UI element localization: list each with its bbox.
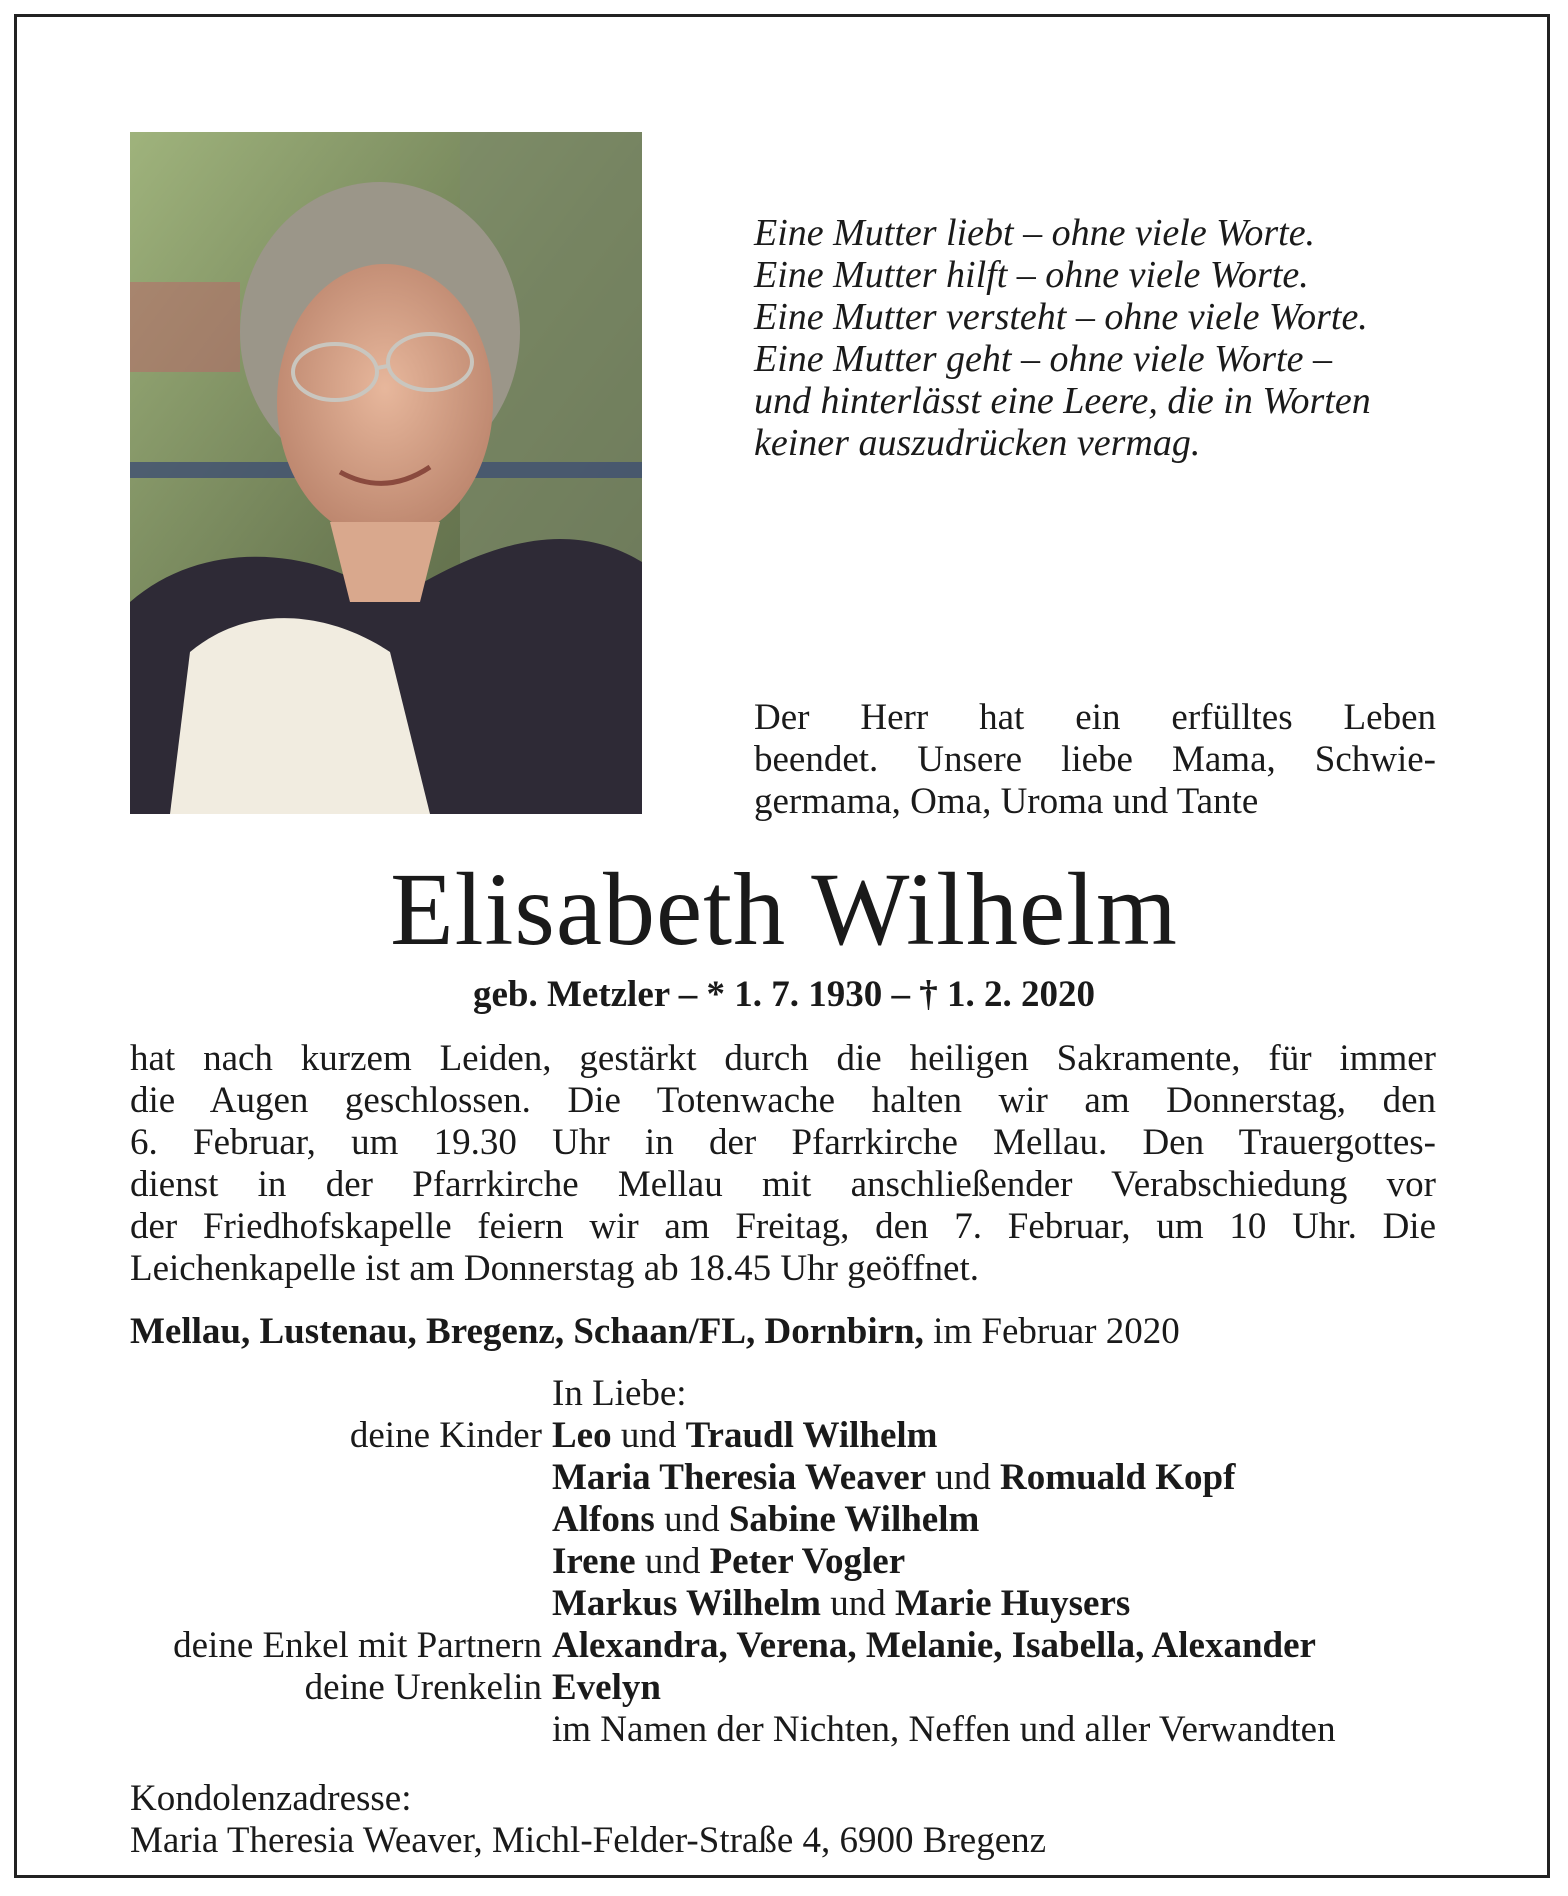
children-row xyxy=(100,1415,1520,1457)
announcement-line: 6. Februar, um 19.30 Uhr in der Pfarrkirche Mellau. Den Trauergottes- xyxy=(130,1122,1436,1163)
greatgrandchild-name: Evelyn xyxy=(552,1667,661,1708)
joiner: und xyxy=(935,1457,991,1498)
grandchildren-label: deine Enkel mit Partnern xyxy=(173,1625,542,1666)
closing-row xyxy=(100,1709,1520,1751)
poem xyxy=(754,212,1474,464)
signers-block xyxy=(100,1373,1520,1751)
joiner: und xyxy=(644,1541,701,1582)
portrait-photo xyxy=(130,132,642,814)
greatgrandchild-row xyxy=(100,1667,1520,1709)
announcement-line: die Augen geschlossen. Die Totenwache halten wir am Donnerstag, den xyxy=(130,1080,1436,1121)
condolence-address-line: Maria Theresia Weaver, Michl-Felder-Straße 4, 6900 Bregenz xyxy=(130,1820,1047,1861)
poem-line: Eine Mutter hilft – ohne viele Worte. xyxy=(754,254,1309,296)
grandchildren-row xyxy=(100,1625,1520,1667)
partner-name: Marie Huysers xyxy=(894,1583,1131,1624)
announcement-line: Leichenkapelle ist am Donnerstag ab 18.45 Uhr geöffnet. xyxy=(130,1248,980,1289)
child-name: Maria Theresia Weaver xyxy=(552,1457,927,1498)
poem-line: und hinterlässt eine Leere, die in Worten xyxy=(754,380,1371,422)
child-name: Alfons xyxy=(552,1499,655,1540)
announcement-line: der Friedhofskapelle feiern wir am Freitag, den 7. Februar, um 10 Uhr. Die xyxy=(130,1206,1436,1247)
announcement-text xyxy=(130,1038,1436,1290)
life-dates: geb. Metzler – * 1. 7. 1930 – † 1. 2. 2020 xyxy=(472,974,1096,1015)
poem-line: keiner auszudrücken vermag. xyxy=(754,422,1201,464)
partner-name: Peter Vogler xyxy=(709,1541,906,1582)
announcement-line: hat nach kurzem Leiden, gestärkt durch die heiligen Sakramente, für immer xyxy=(130,1038,1436,1079)
children-row xyxy=(100,1499,1520,1541)
month-year: im Februar 2020 xyxy=(933,1311,1180,1352)
intro-line: beendet. Unsere liebe Mama, Schwie- xyxy=(754,739,1436,780)
children-row xyxy=(100,1583,1520,1625)
partner-name: Traudl Wilhelm xyxy=(685,1415,938,1456)
portrait-photo-image xyxy=(130,132,642,814)
intro-line: germama, Oma, Uroma und Tante xyxy=(754,781,1259,822)
signers-heading: In Liebe: xyxy=(552,1373,687,1414)
partner-name: Romuald Kopf xyxy=(1000,1457,1236,1498)
children-row xyxy=(100,1457,1520,1499)
grandchildren-names: Alexandra, Verena, Melanie, Isabella, Alexander xyxy=(552,1625,1316,1666)
child-name: Irene xyxy=(552,1541,636,1582)
announcement-line: dienst in der Pfarrkirche Mellau mit anschließender Verabschiedung vor xyxy=(130,1164,1436,1205)
poem-line: Eine Mutter geht – ohne viele Worte – xyxy=(754,338,1332,380)
child-name: Leo xyxy=(552,1415,612,1456)
places-date-line xyxy=(130,1310,1450,1354)
joiner: und xyxy=(620,1415,677,1456)
joiner: und xyxy=(830,1583,886,1624)
closing-text: im Namen der Nichten, Neffen und aller Verwandten xyxy=(552,1709,1336,1750)
poem-line: Eine Mutter liebt – ohne viele Worte. xyxy=(754,212,1316,254)
deceased-name: Elisabeth Wilhelm xyxy=(390,852,1178,967)
intro-line: Der Herr hat ein erfülltes Leben xyxy=(754,697,1436,738)
places: Mellau, Lustenau, Bregenz, Schaan/FL, Dornbirn, xyxy=(130,1311,924,1352)
child-name: Markus Wilhelm xyxy=(552,1583,821,1624)
partner-name: Sabine Wilhelm xyxy=(728,1499,980,1540)
children-row xyxy=(100,1541,1520,1583)
intro-text xyxy=(754,697,1436,823)
children-label: deine Kinder xyxy=(349,1415,542,1456)
condolence-address xyxy=(130,1778,1430,1862)
signers-heading-row xyxy=(100,1373,1520,1415)
poem-line: Eine Mutter versteht – ohne viele Worte. xyxy=(754,296,1368,338)
greatgrandchild-label: deine Urenkelin xyxy=(304,1667,542,1708)
joiner: und xyxy=(664,1499,720,1540)
condolence-label: Kondolenzadresse: xyxy=(130,1778,412,1819)
